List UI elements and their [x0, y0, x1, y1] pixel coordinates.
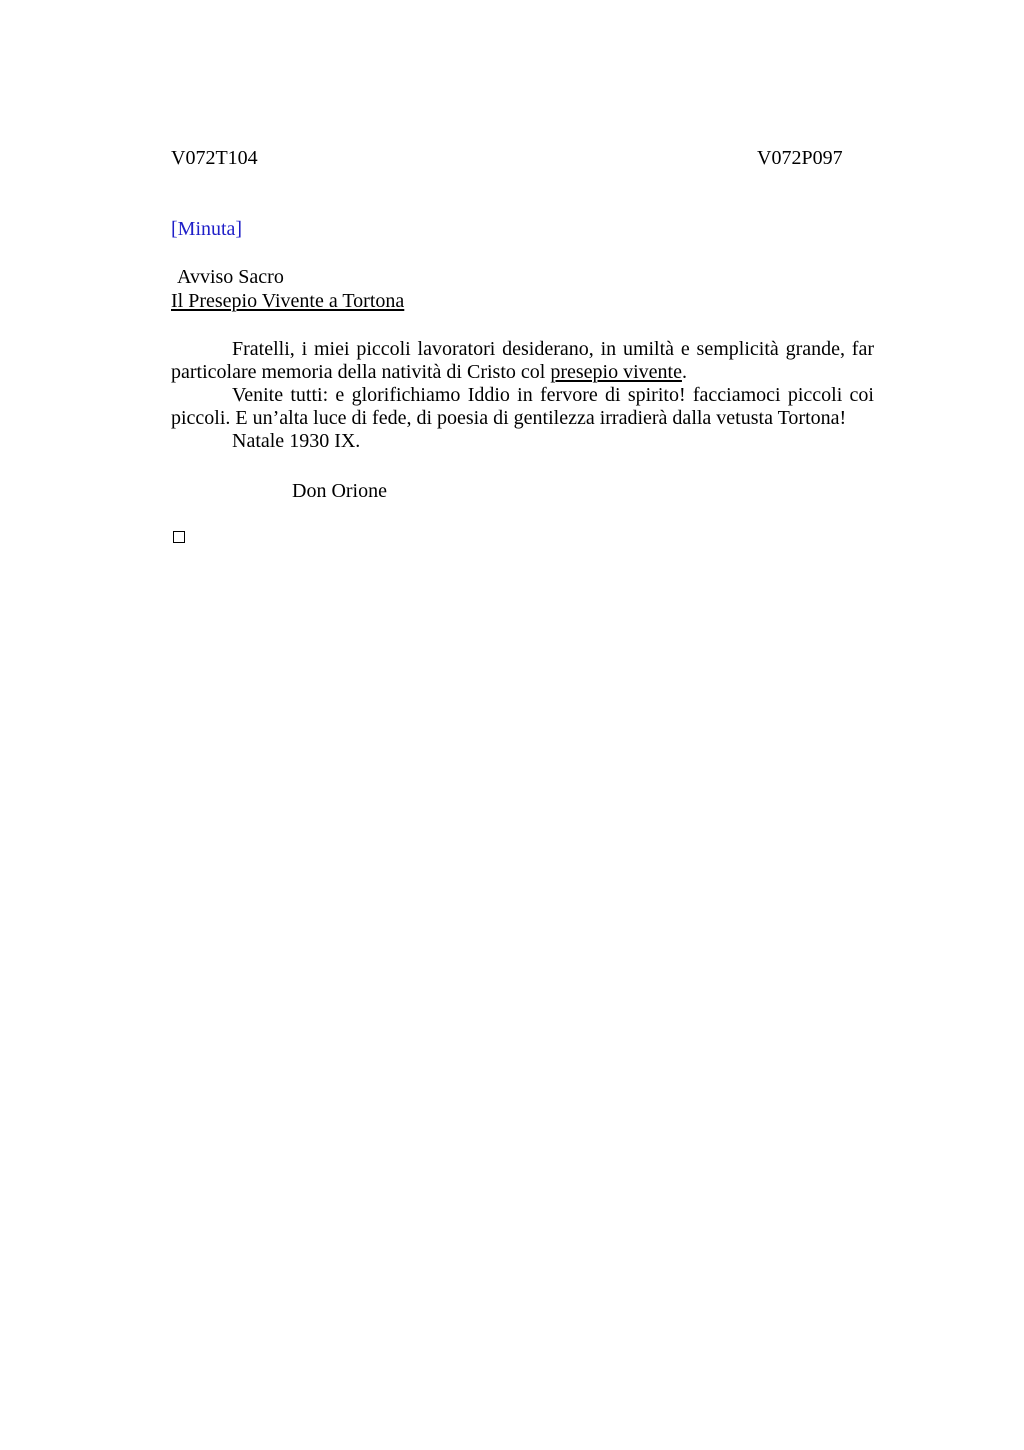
- document-code-left: V072T104: [171, 147, 258, 169]
- paragraph-date: Natale 1930 IX.: [232, 430, 361, 452]
- paragraph-1-underlined: presepio vivente: [550, 361, 682, 383]
- signature: Don Orione: [292, 480, 387, 502]
- minuta-tag: [Minuta]: [171, 218, 243, 240]
- empty-square-icon: [173, 531, 185, 543]
- heading-avviso: Avviso Sacro: [177, 266, 284, 288]
- paragraph-1: [171, 338, 874, 384]
- paragraph-1-text: Fratelli, i miei piccoli lavoratori desiderano, in umiltà e semplicità grande, far particolare memoria della natività di Cristo col: [171, 338, 874, 383]
- document-title: Il Presepio Vivente a Tortona: [171, 290, 405, 312]
- document-body: [171, 338, 874, 453]
- paragraph-1-end: .: [681, 361, 687, 383]
- document-code-right: V072P097: [757, 147, 843, 169]
- paragraph-2: Venite tutti: e glorifichiamo Iddio in fervore di spirito! facciamoci piccoli coi piccoli. E un’alta luce di fede, di poesia di gentilezza irradierà dalla vetusta Tortona!: [171, 384, 874, 429]
